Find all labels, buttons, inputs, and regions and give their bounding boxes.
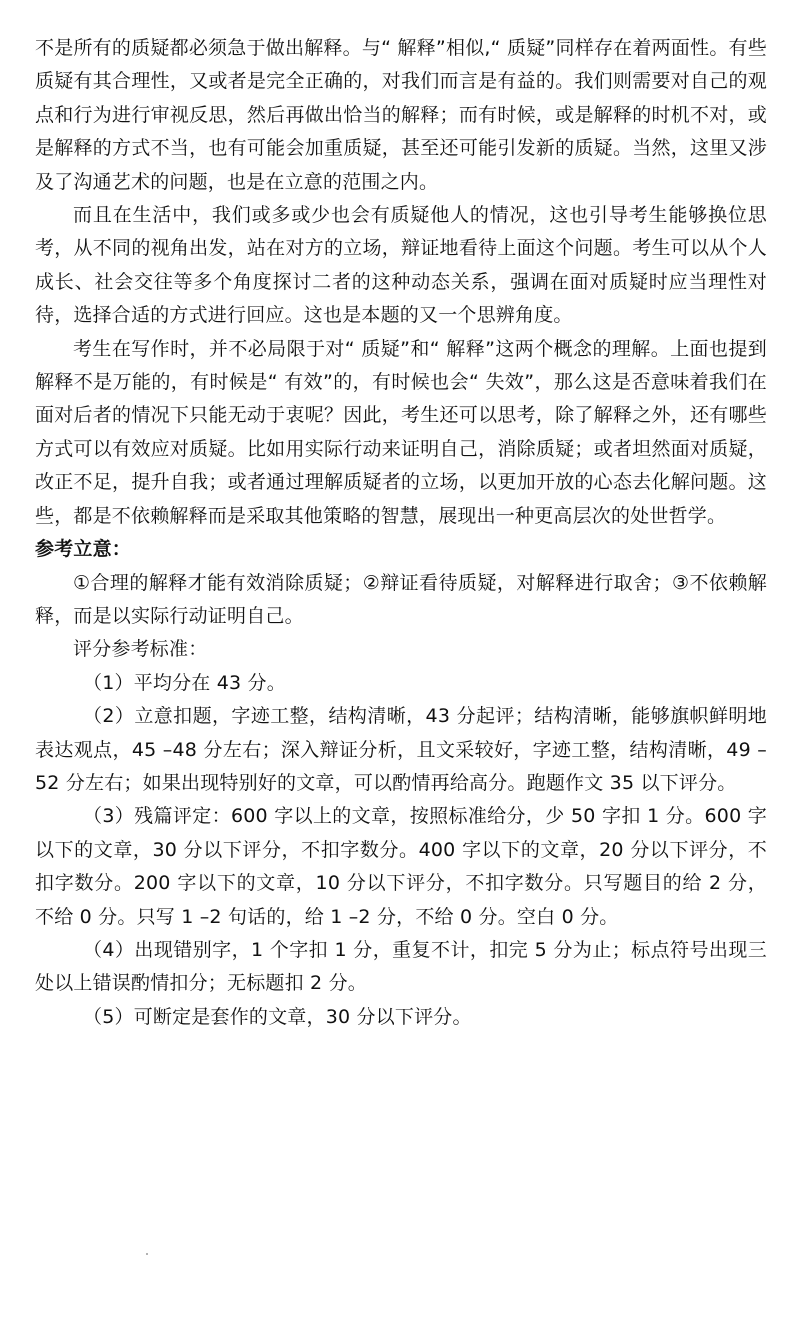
- scoring-heading: 评分参考标准：: [73, 638, 208, 661]
- paragraph-3: 考生在写作时，并不必局限于对“ 质疑”和“ 解释”这两个概念的理解。上面也提到解释不是万能的，有时候是“ 有效”的，有时候也会“ 失效”，那么这是否意味着我们在面对后者的情况下只能无动于衷呢？因此，考生还可以思考，除了解释之外，还有哪些方式可以有效应对质疑。比如用实际行动来证明自己，消除质疑；或者坦然面对质疑，改正不足，提升自我；或者通过理解质疑者的立场，以更加开放的心态去化解问题。这些，都是不依赖解释而是采取其他策略的智慧，展现出一种更高层次的处世哲学。: [35, 337, 767, 527]
- scoring-item-4: （4）出现错别字，1 个字扣 1 分，重复不计，扣完 5 分为止；标点符号出现三处以上错误酌情扣分；无标题扣 2 分。: [35, 938, 767, 995]
- scan-dot: [146, 1253, 148, 1255]
- paragraph-2: 而且在生活中，我们或多或少也会有质疑他人的情况，这也引导考生能够换位思考，从不同的视角出发，站在对方的立场，辩证地看待上面这个问题。考生可以从个人成长、社会交往等多个角度探讨二者的这种动态关系，强调在面对质疑时应当理性对待，选择合适的方式进行回应。这也是本题的又一个思辨角度。: [35, 204, 767, 327]
- scoring-item-1: （1）平均分在 43 分。: [83, 671, 286, 694]
- paragraph-1: 不是所有的质疑都必须急于做出解释。与“ 解释”相似,“ 质疑”同样存在着两面性。有些质疑有其合理性，又或者是完全正确的，对我们而言是有益的。我们则需要对自己的观点和行为进行审视反思，然后再做出恰当的解释；而有时候，或是解释的时机不对，或是解释的方式不当，也有可能会加重质疑，甚至还可能引发新的质疑。当然，这里又涉及了沟通艺术的问题，也是在立意的范围之内。: [35, 37, 767, 193]
- scoring-item-2: （2）立意扣题，字迹工整，结构清晰，43 分起评；结构清晰，能够旗帜鲜明地表达观点，45 –48 分左右；深入辩证分析，且文采较好，字迹工整，结构清晰，49 –52 分左右；如果出现特别好的文章，可以酌情再给高分。跑题作文 35 以下评分。: [35, 705, 767, 794]
- reference-heading: 参考立意：: [35, 538, 132, 561]
- scoring-item-3: （3）残篇评定：600 字以上的文章，按照标准给分，少 50 字扣 1 分。600 字以下的文章，30 分以下评分，不扣字数分。400 字以下的文章，20 分以下评分，不扣字数分。200 字以下的文章，10 分以下评分，不扣字数分。只写题目的给 2 分，不给 0 分。只写 1 –2 句话的，给 1 –2 分，不给 0 分。空白 0 分。: [35, 805, 767, 928]
- document-body: [35, 32, 767, 1034]
- reference-ideas: ①合理的解释才能有效消除质疑；②辩证看待质疑，对解释进行取舍；③不依赖解释，而是以实际行动证明自己。: [35, 571, 767, 627]
- scoring-item-5: （5）可断定是套作的文章，30 分以下评分。: [83, 1005, 472, 1028]
